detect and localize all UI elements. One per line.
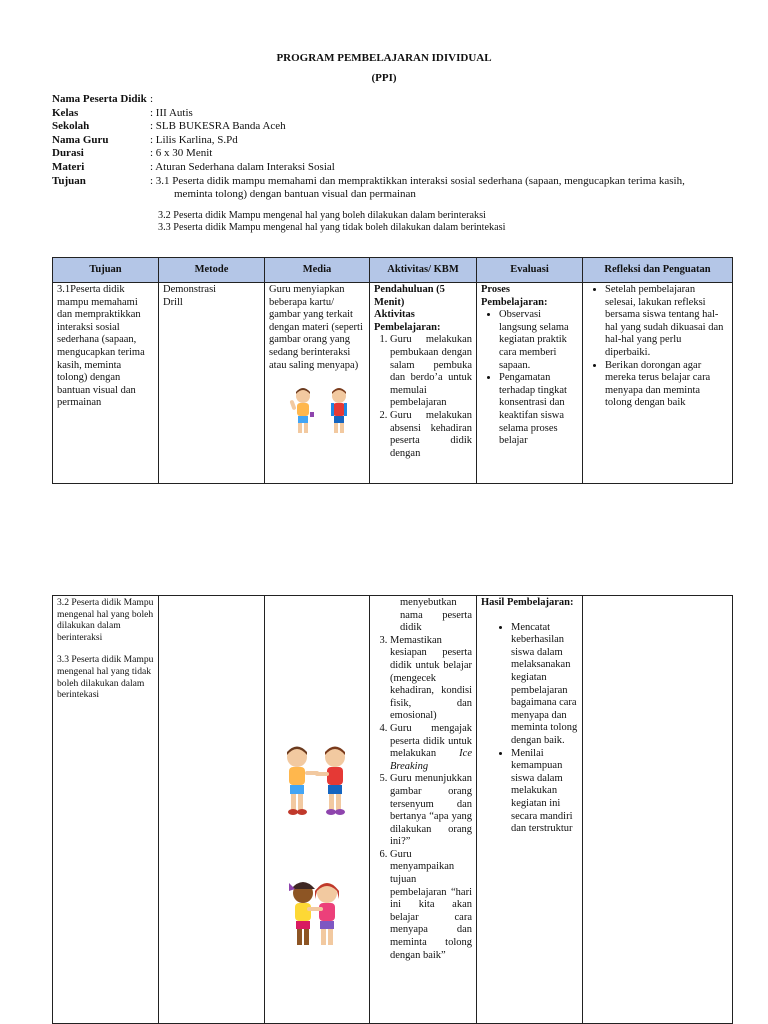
- evaluasi-heading: Proses Pembelajaran:: [481, 284, 548, 308]
- refleksi-item: • Setelah pembelajaran selesai, lakukan refleksi bersama siswa tentang hal-hal yang sudah dikuasai dan hal-hal yang perlu diperbaiki.: [605, 284, 728, 360]
- table-header-row: [53, 258, 733, 283]
- evaluasi-item: • Observasi langsung selama kegiatan praktik cara memberi sapaan.: [499, 309, 578, 372]
- aktivitas-heading-2: Aktivitas Pembelajaran:: [374, 309, 441, 333]
- evaluasi-item: • Mencatat keberhasilan siswa dalam melaksanakan kegiatan pembelajaran bagaimana cara menyapa dan meminta tolong dengan baik.: [511, 622, 578, 748]
- info-label: Kelas: [52, 106, 79, 119]
- info-label: Durasi: [52, 147, 84, 160]
- info-row-teacher: [52, 134, 732, 148]
- cell-refleksi: [583, 283, 733, 484]
- aktivitas-continued: menyebutkan nama peserta didik: [400, 597, 472, 634]
- info-value: : 6 x 30 Menit: [150, 147, 213, 160]
- goal-line-1: : 3.1 Peserta didik mampu memahami dan mempraktikkan interaksi sosial sederhana (sapaan, mengucapkan terima kasih,: [150, 174, 685, 187]
- kids-handshake-illustration: [277, 745, 365, 817]
- info-value: [150, 175, 732, 202]
- header-media: Media: [265, 258, 370, 283]
- ice-breaking-text: Ice Breaking: [390, 748, 472, 772]
- cell-media: [265, 283, 370, 484]
- cell-tujuan: [53, 283, 159, 484]
- aktivitas-item-text: Guru mengajak peserta didik untuk melakukan: [390, 722, 472, 760]
- cell-metode: [159, 596, 265, 1024]
- metode-item: Demonstrasi: [163, 284, 217, 295]
- aktivitas-item: 5. Guru menunjukkan gambar orang tersenyum dan bertanya “apa yang dilakukan orang ini?”: [390, 773, 472, 849]
- kids-waving-illustration: [287, 386, 365, 438]
- evaluasi-item: • Pengamatan terhadap tingkat konsentrasi dan keaktifan siswa selama proses belajar: [499, 372, 578, 448]
- page-title: PROGRAM PEMBELAJARAN IDIVIDUAL: [276, 52, 492, 64]
- aktivitas-heading-1: Pendahuluan (5 Menit): [374, 284, 445, 308]
- info-row-duration: [52, 147, 732, 161]
- cell-metode: [159, 283, 265, 484]
- info-row-name: [52, 93, 732, 107]
- aktivitas-item: 2. Guru melakukan absensi kehadiran peserta didik dengan: [390, 410, 472, 460]
- info-row-material: [52, 161, 732, 175]
- goal-3-2: 3.2 Peserta didik Mampu mengenal hal yang boleh dilakukan dalam berinteraksi: [158, 210, 486, 221]
- cell-aktivitas: [370, 596, 477, 1024]
- media-text: Guru menyiapkan beberapa kartu/ gambar yang terkait dengan materi (seperti gambar orang yang sedang berinteraksi atau saling menyapa): [269, 284, 363, 371]
- aktivitas-item: 6. Guru menyampaikan tujuan pembelajaran “hari ini kita akan belajar cara menyapa dan meminta tolong dengan baik”: [390, 849, 472, 962]
- header-refleksi: Refleksi dan Penguatan: [583, 258, 733, 283]
- info-value: : Lilis Karlina, S.Pd: [150, 133, 238, 146]
- cell-media: [265, 596, 370, 1024]
- cell-evaluasi: [477, 596, 583, 1024]
- table-row: [53, 283, 733, 484]
- evaluasi-heading: Hasil Pembelajaran:: [481, 597, 574, 608]
- info-row-goal: [52, 175, 732, 202]
- info-label: Tujuan: [52, 174, 86, 187]
- tujuan-3-3: 3.3 Peserta didik Mampu mengenal hal yang tidak boleh dilakukan dalam berintekasi: [57, 654, 154, 701]
- refleksi-item: • Berikan dorongan agar mereka terus belajar cara menyapa dan meminta tolong dengan baik: [605, 360, 728, 410]
- info-value: : III Autis: [150, 106, 193, 119]
- cell-aktivitas: [370, 283, 477, 484]
- header-tujuan: Tujuan: [53, 258, 159, 283]
- header-aktivitas: Aktivitas/ KBM: [370, 258, 477, 283]
- goal-line-2: meminta tolong) dengan bantuan visual dan permainan: [174, 188, 416, 201]
- goal-3-3: 3.3 Peserta didik Mampu mengenal hal yang tidak boleh dilakukan dalam berintekasi: [158, 222, 506, 234]
- info-value: :: [150, 93, 154, 105]
- extra-goals: [158, 210, 505, 235]
- tujuan-text: 3.1Peserta didik mampu memahami dan mempraktikkan interaksi sosial sederhana (sapaan, mengucapkan terima kasih, meminta tolong) dengan bantuan visual dan permainan: [57, 284, 145, 409]
- info-row-class: [52, 107, 732, 121]
- aktivitas-item: 1. Guru melakukan pembukaan dengan salam pembuka dan berdo’a untuk memulai pembelajaran: [390, 334, 472, 410]
- evaluasi-item: • Menilai kemampuan siswa dalam melakukan kegiatan ini secara mandiri dan terstruktur: [511, 748, 578, 836]
- lesson-table-part-1: [52, 257, 733, 484]
- cell-tujuan: [53, 596, 159, 1024]
- metode-item: Drill: [163, 296, 183, 308]
- tujuan-3-2: 3.2 Peserta didik Mampu mengenal hal yang boleh dilakukan dalam berinteraksi: [57, 597, 154, 643]
- aktivitas-item: 3. Memastikan kesiapan peserta didik untuk belajar (mengecek kehadiran, kondisi fisik, dan emosional): [390, 635, 472, 723]
- info-label: Sekolah: [52, 120, 90, 133]
- kids-hugging-illustration: [283, 879, 365, 951]
- info-value: : Aturan Sederhana dalam Interaksi Sosial: [150, 160, 335, 173]
- header-evaluasi: Evaluasi: [477, 258, 583, 283]
- lesson-table-part-2: [52, 595, 733, 1024]
- info-value: : SLB BUKESRA Banda Aceh: [150, 120, 286, 133]
- info-label: Nama Peserta Didik: [52, 93, 147, 105]
- cell-evaluasi: [477, 283, 583, 484]
- info-label: Nama Guru: [52, 133, 109, 146]
- info-label: Materi: [52, 160, 85, 173]
- table-row: [53, 596, 733, 1024]
- student-info: [52, 93, 732, 202]
- info-row-school: [52, 120, 732, 134]
- page-subtitle: (PPI): [371, 72, 397, 84]
- header-metode: Metode: [159, 258, 265, 283]
- aktivitas-item: [390, 723, 472, 773]
- cell-refleksi: [583, 596, 733, 1024]
